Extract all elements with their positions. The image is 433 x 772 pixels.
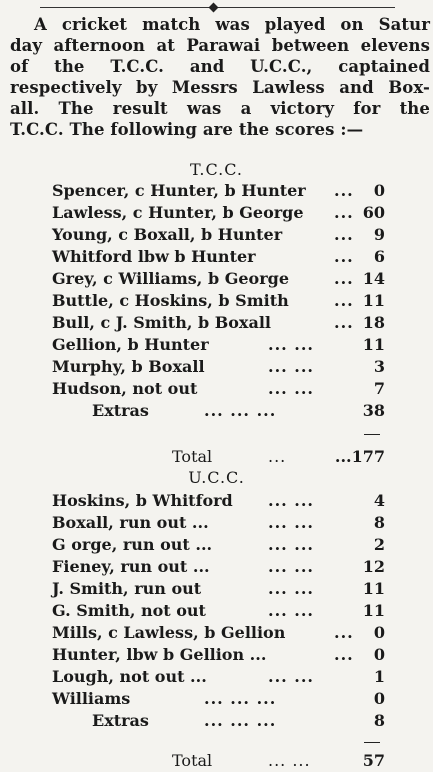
batsman: Hudson, not out bbox=[52, 379, 198, 398]
batsman: J. Smith, run out bbox=[52, 579, 202, 598]
runs: 14 bbox=[362, 269, 385, 288]
runs: 0 bbox=[373, 689, 385, 708]
leader-dots: ... bbox=[334, 247, 354, 266]
runs: 12 bbox=[362, 557, 385, 576]
leader-dots: ... bbox=[334, 181, 354, 200]
batsman: Hoskins, b Whitford bbox=[52, 491, 233, 510]
top-ornamental-rule bbox=[40, 7, 395, 8]
leader-dots: ... ... bbox=[268, 491, 314, 510]
leader-dots: ... bbox=[334, 623, 354, 642]
intro-paragraph bbox=[10, 14, 430, 140]
batting-row bbox=[0, 534, 433, 556]
tcc-total-row bbox=[0, 446, 433, 468]
total-score: 57 bbox=[362, 751, 385, 770]
leader-dots: ... ... bbox=[268, 357, 314, 376]
runs: 60 bbox=[362, 203, 385, 222]
runs: 0 bbox=[373, 645, 385, 664]
total-rule bbox=[364, 742, 380, 743]
leader-dots: ... ... ... bbox=[204, 401, 277, 420]
total-label: Total bbox=[172, 447, 213, 466]
leader-dots: ... bbox=[334, 203, 354, 222]
batting-row bbox=[0, 490, 433, 512]
intro-line: respectively by Messrs Lawless and Box- bbox=[10, 78, 430, 97]
batsman: Lough, not out ... bbox=[52, 667, 207, 686]
runs: 11 bbox=[362, 579, 385, 598]
runs: 3 bbox=[373, 357, 385, 376]
runs: 11 bbox=[362, 291, 385, 310]
batting-row bbox=[0, 556, 433, 578]
batting-row bbox=[0, 600, 433, 622]
leader-dots: ... bbox=[334, 313, 354, 332]
runs: 11 bbox=[362, 601, 385, 620]
batsman: Murphy, b Boxall bbox=[52, 357, 205, 376]
diamond-ornament-icon bbox=[209, 3, 219, 13]
batsman: Grey, c Williams, b George bbox=[52, 269, 290, 288]
intro-line: all. The result was a victory for the bbox=[10, 99, 430, 118]
leader-dots: ... ... bbox=[268, 557, 314, 576]
tcc-header: T.C.C. bbox=[190, 160, 243, 179]
batting-row bbox=[0, 578, 433, 600]
runs: 6 bbox=[373, 247, 385, 266]
batsman: G orge, run out ... bbox=[52, 535, 213, 554]
batting-row bbox=[0, 202, 433, 224]
batsman: G. Smith, not out bbox=[52, 601, 206, 620]
leader-dots: ... bbox=[268, 447, 287, 466]
runs: 1 bbox=[373, 667, 385, 686]
runs: 9 bbox=[373, 225, 385, 244]
intro-line: T.C.C. The following are the scores :— bbox=[10, 120, 364, 139]
ucc-header: U.C.C. bbox=[188, 468, 245, 487]
batting-row bbox=[0, 356, 433, 378]
batting-row bbox=[0, 290, 433, 312]
total-score: ...177 bbox=[334, 447, 385, 466]
batting-row bbox=[0, 378, 433, 400]
intro-line: A cricket match was played on Satur bbox=[34, 15, 430, 34]
runs: 8 bbox=[373, 513, 385, 532]
batting-row bbox=[0, 688, 433, 710]
leader-dots: ... ... bbox=[268, 579, 314, 598]
extras-row bbox=[0, 710, 433, 732]
total-rule bbox=[364, 434, 380, 435]
runs: 38 bbox=[362, 401, 385, 420]
batting-row bbox=[0, 268, 433, 290]
batsman: Whitford lbw b Hunter bbox=[52, 247, 256, 266]
intro-line: of the T.C.C. and U.C.C., captained bbox=[10, 57, 430, 76]
total-label: Total bbox=[172, 751, 213, 770]
leader-dots: ... ... bbox=[268, 513, 314, 532]
runs: 7 bbox=[373, 379, 385, 398]
batting-row bbox=[0, 622, 433, 644]
leader-dots: ... ... bbox=[268, 601, 314, 620]
leader-dots: ... ... bbox=[268, 379, 314, 398]
batsman: Buttle, c Hoskins, b Smith bbox=[52, 291, 289, 310]
runs: 11 bbox=[362, 335, 385, 354]
batsman: Hunter, lbw b Gellion ... bbox=[52, 645, 267, 664]
batsman: Bull, c J. Smith, b Boxall bbox=[52, 313, 271, 332]
batsman: Lawless, c Hunter, b George bbox=[52, 203, 304, 222]
batting-row bbox=[0, 246, 433, 268]
runs: 0 bbox=[373, 181, 385, 200]
leader-dots: ... bbox=[334, 645, 354, 664]
extras-label: Extras bbox=[92, 711, 149, 730]
batsman: Boxall, run out ... bbox=[52, 513, 209, 532]
batting-row bbox=[0, 334, 433, 356]
batsman: Mills, c Lawless, b Gellion bbox=[52, 623, 286, 642]
batting-row bbox=[0, 224, 433, 246]
extras-row bbox=[0, 400, 433, 422]
batting-row bbox=[0, 666, 433, 688]
runs: 4 bbox=[373, 491, 385, 510]
batting-row bbox=[0, 312, 433, 334]
batsman: Williams bbox=[52, 689, 131, 708]
batsman: Young, c Boxall, b Hunter bbox=[52, 225, 283, 244]
ucc-total-row bbox=[0, 750, 433, 772]
leader-dots: ... bbox=[334, 225, 354, 244]
batting-row bbox=[0, 512, 433, 534]
leader-dots: ... bbox=[334, 291, 354, 310]
leader-dots: ... ... bbox=[268, 751, 311, 770]
leader-dots: ... ... bbox=[268, 667, 314, 686]
runs: 18 bbox=[362, 313, 385, 332]
leader-dots: ... ... bbox=[268, 535, 314, 554]
leader-dots: ... ... ... bbox=[204, 711, 277, 730]
batsman: Spencer, c Hunter, b Hunter bbox=[52, 181, 306, 200]
leader-dots: ... bbox=[334, 269, 354, 288]
batting-row bbox=[0, 644, 433, 666]
intro-line: day afternoon at Parawai between elevens bbox=[10, 36, 430, 55]
runs: 2 bbox=[373, 535, 385, 554]
extras-label: Extras bbox=[92, 401, 149, 420]
runs: 0 bbox=[373, 623, 385, 642]
leader-dots: ... ... bbox=[268, 335, 314, 354]
batting-row bbox=[0, 180, 433, 202]
runs: 8 bbox=[373, 711, 385, 730]
batsman: Fieney, run out ... bbox=[52, 557, 210, 576]
leader-dots: ... ... ... bbox=[204, 689, 277, 708]
batsman: Gellion, b Hunter bbox=[52, 335, 209, 354]
